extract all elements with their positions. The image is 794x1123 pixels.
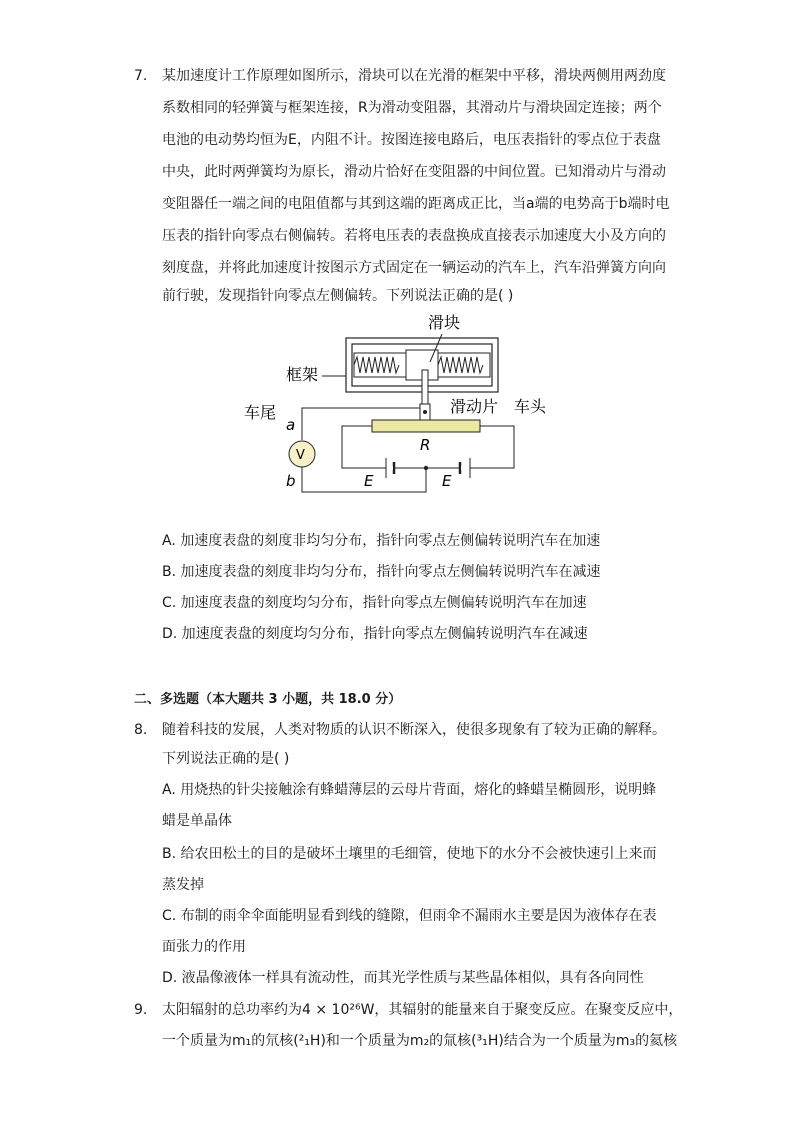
fig-label-b: b xyxy=(286,472,296,490)
q9-line-2: 一个质量为m₁的氘核(²₁H)和一个质量为m₂的氚核(³₁H)结合为一个质量为m₃的氦核 xyxy=(162,1033,678,1049)
q7-line-1: 某加速度计工作原理如图所示，滑块可以在光滑的框架中平移，滑块两侧用两劲度 xyxy=(162,68,666,84)
question-7-number: 7. xyxy=(134,68,148,84)
q7-line-7: 刻度盘，并将此加速度计按图示方式固定在一辆运动的汽车上，汽车沿弹簧方向向 xyxy=(162,260,666,276)
fig-slide-contact xyxy=(423,410,427,414)
q7-line-6: 压表的指针向零点右侧偏转。若将电压表的表盘换成直接表示加速度大小及方向的 xyxy=(162,228,666,244)
q8-option-a[interactable]: A. 用烧热的针尖接触涂有蜂蜡薄层的云母片背面，熔化的蜂蜡呈椭圆形，说明蜂 xyxy=(162,782,657,798)
fig-label-a: a xyxy=(286,416,296,434)
q7-line-4: 中央，此时两弹簧均为原长，滑动片恰好在变阻器的中间位置。已知滑动片与滑动 xyxy=(162,164,666,180)
q8-option-b[interactable]: B. 给农田松土的目的是破坏土壤里的毛细管，使地下的水分不会被快速引上来而 xyxy=(162,846,657,862)
q7-line-3: 电池的电动势均恒为E，内阻不计。按图连接电路后，电压表指针的零点位于表盘 xyxy=(162,132,661,148)
question-9-number: 9. xyxy=(134,1002,148,1018)
q8-option-d[interactable]: D. 液晶像液体一样具有流动性，而其光学性质与某些晶体相似，具有各向同性 xyxy=(162,970,644,986)
q7-option-b[interactable]: B. 加速度表盘的刻度非均匀分布，指针向零点左侧偏转说明汽车在减速 xyxy=(162,564,601,580)
fig-junction xyxy=(424,466,428,470)
fig-spring-right xyxy=(438,357,483,373)
q7-option-d[interactable]: D. 加速度表盘的刻度均匀分布，指针向零点左侧偏转说明汽车在减速 xyxy=(162,626,588,642)
section-2-header: 二、多选题（本大题共 3 小题，共 18.0 分） xyxy=(134,692,402,707)
q7-option-c[interactable]: C. 加速度表盘的刻度均匀分布，指针向零点左侧偏转说明汽车在加速 xyxy=(162,595,587,611)
fig-slider-rod xyxy=(422,370,428,408)
fig-battery-2-gap xyxy=(461,466,469,470)
q9-line-1: 太阳辐射的总功率约为4 × 10²⁶W，其辐射的能量来自于聚变反应。在聚变反应中， xyxy=(162,1002,683,1018)
q7-line-2: 系数相同的轻弹簧与框架连接，R为滑动变阻器，其滑动片与滑块固定连接；两个 xyxy=(162,100,662,116)
fig-label-frame: 框架 xyxy=(286,365,319,384)
fig-spring-left xyxy=(354,357,399,373)
fig-label-e1: E xyxy=(364,472,374,490)
q8-line-1: 随着科技的发展，人类对物质的认识不断深入，使很多现象有了较为正确的解释。 xyxy=(162,722,666,738)
question-8-number: 8. xyxy=(134,722,148,738)
q8-option-a-cont: 蜡是单晶体 xyxy=(162,813,232,829)
q8-option-c-cont: 面张力的作用 xyxy=(162,939,246,955)
q7-line-5: 变阻器任一端之间的电阻值都与其到这端的距离成正比，当a端的电势高于b端时电 xyxy=(162,196,670,212)
fig-label-slide-piece: 滑动片 xyxy=(450,397,499,416)
accelerometer-diagram xyxy=(230,306,570,496)
fig-label-e2: E xyxy=(442,472,452,490)
q8-option-c[interactable]: C. 布制的雨伞伞面能明显看到线的缝隙，但雨伞不漏雨水主要是因为液体存在表 xyxy=(162,908,657,924)
fig-battery-1-gap xyxy=(387,466,393,470)
fig-label-slider: 滑块 xyxy=(428,313,461,332)
q8-option-b-cont: 蒸发掉 xyxy=(162,877,204,893)
q7-option-a[interactable]: A. 加速度表盘的刻度非均匀分布，指针向零点左侧偏转说明汽车在加速 xyxy=(162,533,601,549)
q8-line-2: 下列说法正确的是( ) xyxy=(162,751,290,767)
q7-line-8: 前行驶，发现指针向零点左侧偏转。下列说法正确的是( ) xyxy=(162,288,514,304)
fig-resistor xyxy=(372,420,480,432)
fig-label-v: V xyxy=(296,448,305,463)
fig-label-tail: 车尾 xyxy=(244,403,277,422)
fig-label-head: 车头 xyxy=(514,397,547,416)
fig-label-r: R xyxy=(420,436,431,454)
